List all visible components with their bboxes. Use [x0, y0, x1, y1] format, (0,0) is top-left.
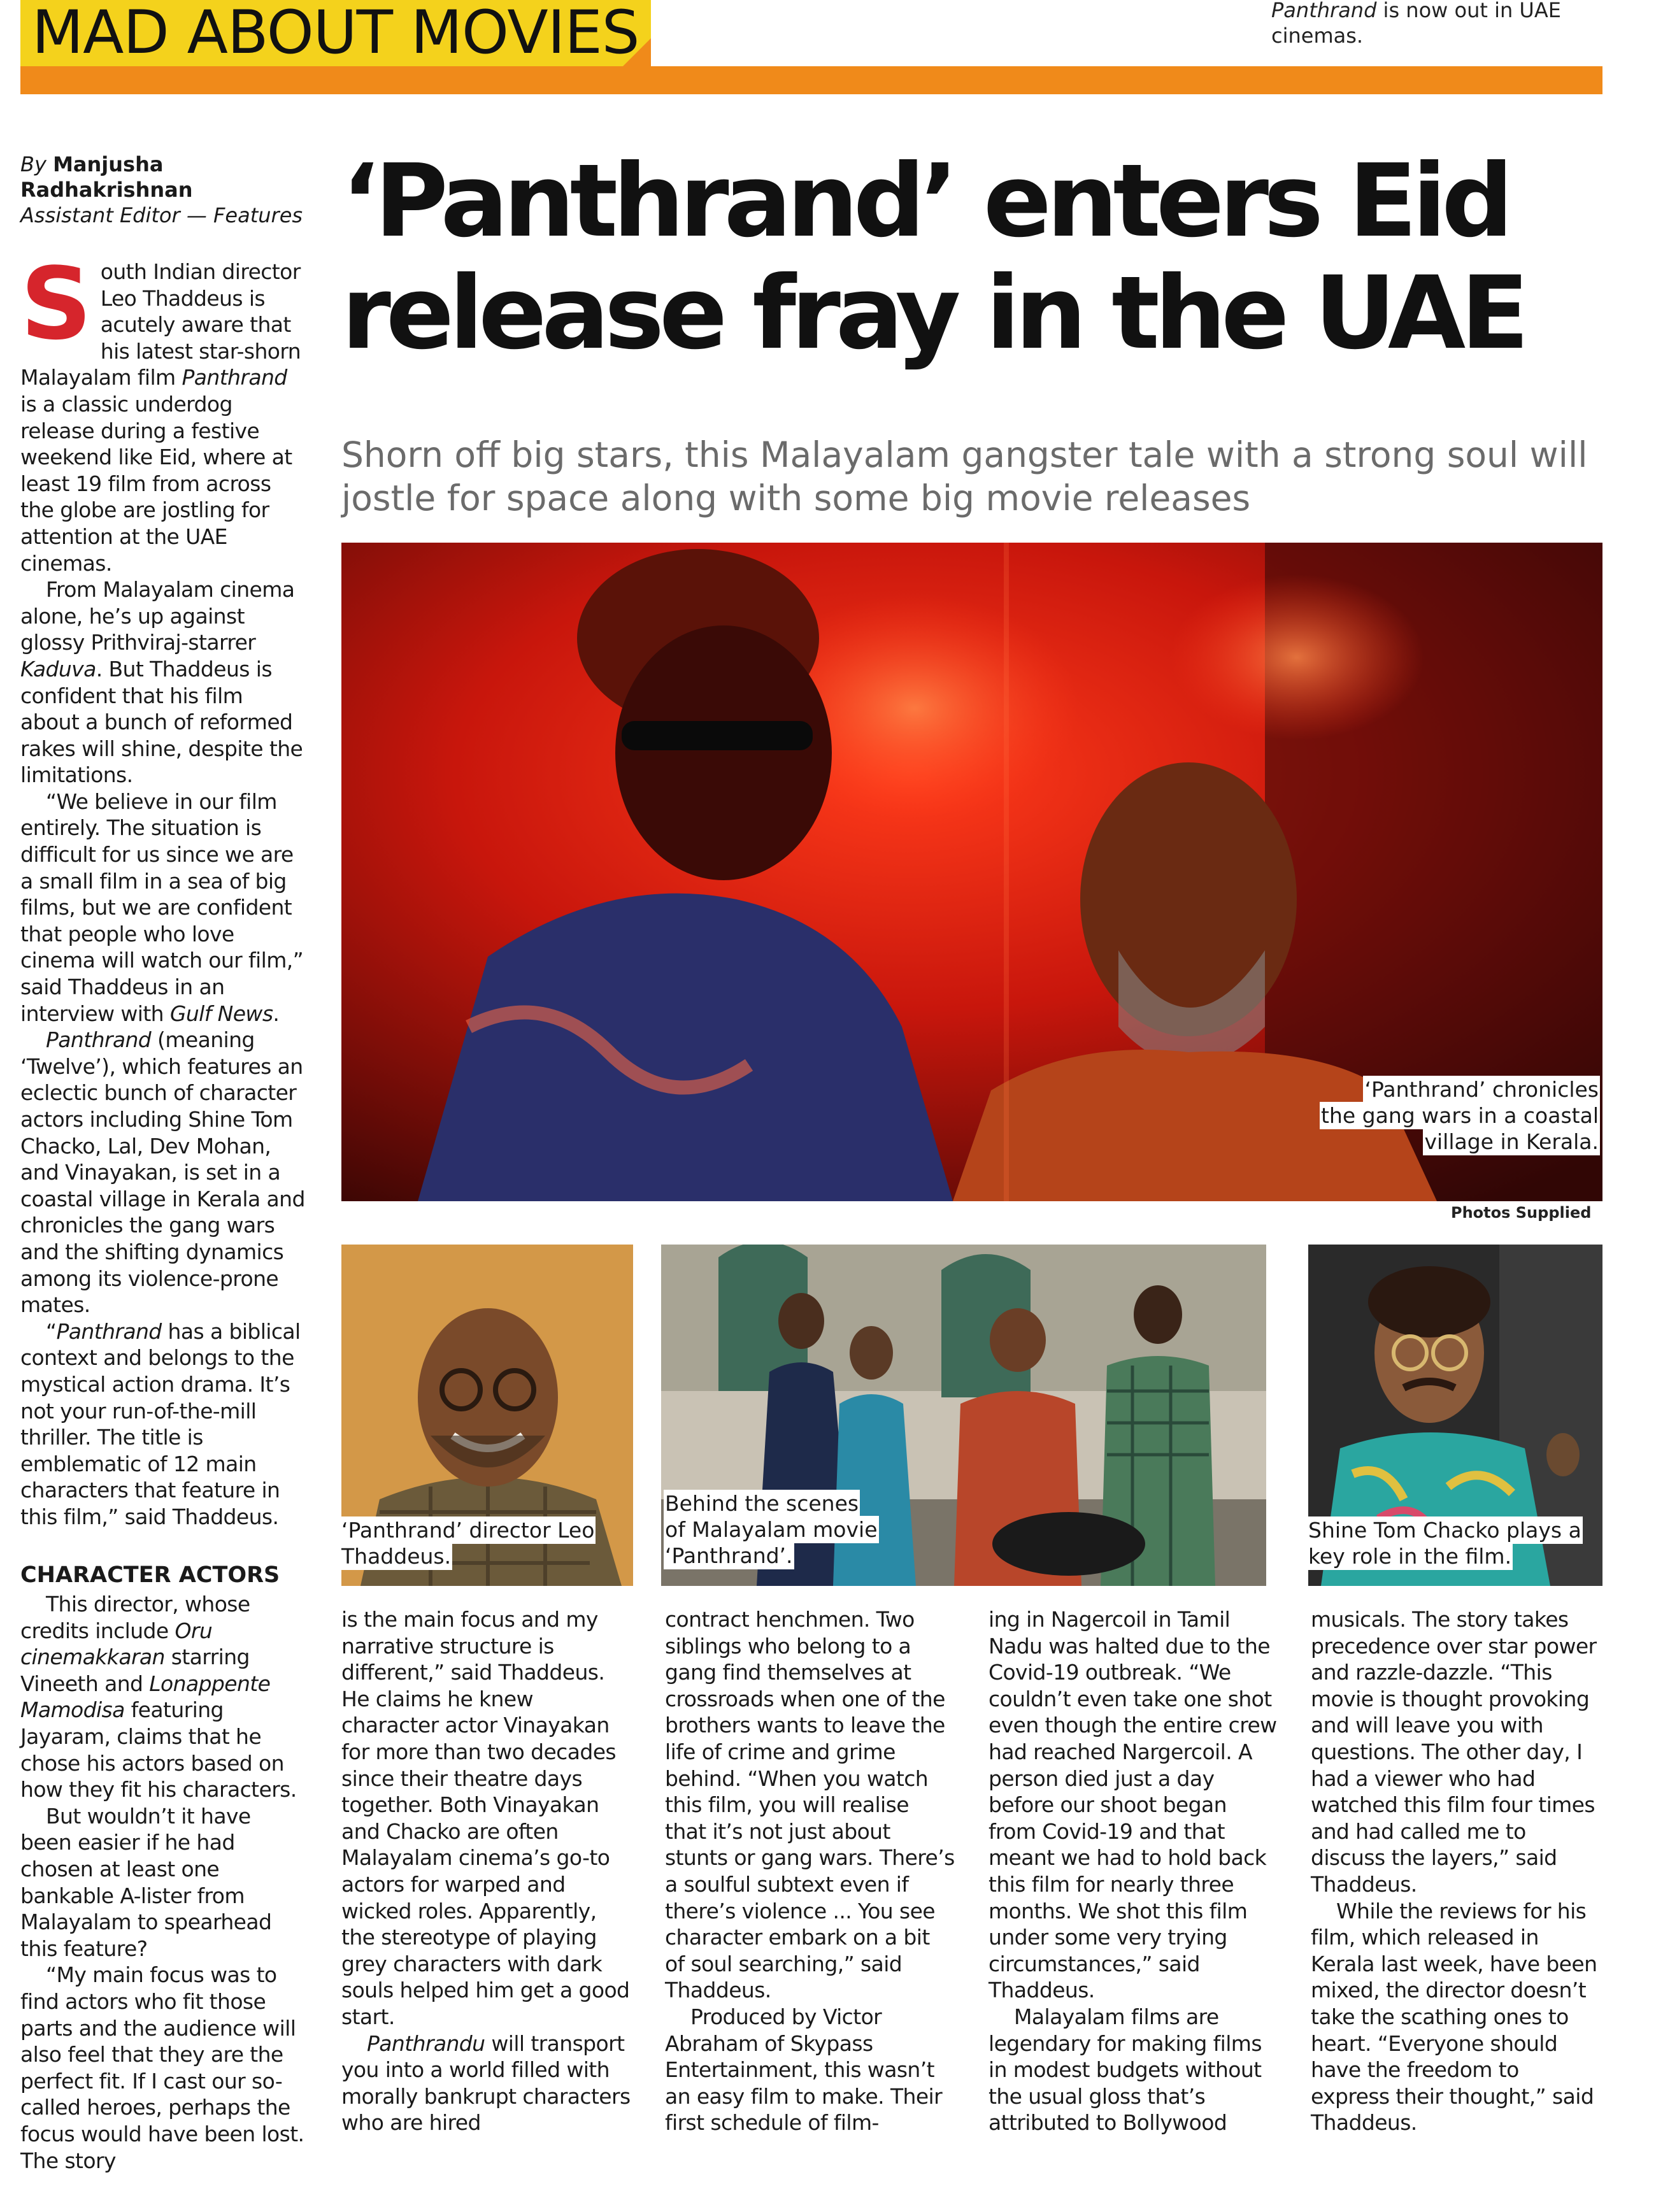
photo-credit: Photos Supplied	[1451, 1204, 1592, 1222]
paragraph: contract henchmen. Two siblings who belong to a gang find themselves at crossroads when one of the brothers wants to leave the life of crime and grime behind. “When you watch this film, you will realise that it’s not just about stunts or gang wars. There’s a soulful subtext even if there’s violence ... You see character embark on a bit of soul searching,” said Thaddeus.	[665, 1607, 955, 2003]
director-caption-line-2: Thaddeus.	[341, 1544, 452, 1569]
text-run: will transport you into a world filled with morally bankrupt characters who are hired	[341, 2030, 631, 2136]
section-label-notch	[623, 38, 651, 66]
paragraph: While the reviews for his film, which released in Kerala last week, have been mixed, the director doesn’t take the scathing ones to heart. “Everyone should have the freedom to express their thought,” said Thaddeus.	[1311, 1898, 1597, 2136]
text-run: This director, whose credits include	[20, 1592, 250, 1643]
actor-caption-line-1: Shine Tom Chacko plays a	[1308, 1518, 1581, 1543]
article-column-2	[341, 1606, 632, 2136]
bts-caption-line-2: of Malayalam movie	[665, 1517, 878, 1542]
text-run: From Malayalam cinema alone, he’s up against glossy Prithviraj-starrer	[20, 577, 295, 655]
text-run: .	[273, 1001, 280, 1026]
film-title: Panthrandu	[367, 2030, 485, 2056]
paragraph: musicals. The story takes precedence over star power and razzle-dazzle. “This movie is thought provoking and will leave you with questions. The other day, I had a viewer who had watched this film four times and had called me to discuss the layers,” said Thaddeus.	[1311, 1607, 1597, 1897]
byline-by: By	[20, 152, 46, 176]
text-run: outh Indian director Leo Thaddeus is acutely aware that his latest star-shorn Malayalam film	[20, 259, 301, 390]
orange-rule	[20, 66, 1602, 94]
text-run: featuring Jayaram, claims that he chose his actors based on how they fit his characters.	[20, 1697, 297, 1802]
film-title: Kaduva	[20, 656, 96, 681]
headline-line-1: ‘Panthrand’ enters Eid	[341, 143, 1509, 260]
text-run: (meaning ‘Twelve’), which features an eclectic bunch of character actors including Shine Tom Chacko, Lal, Dev Mohan, and Vinayakan, is set in a coastal village in Kerala and chronicles the gang wars and the shifting dynamics among its violence-prone mates.	[20, 1027, 305, 1318]
actor-caption-line-2: key role in the film.	[1308, 1544, 1512, 1569]
film-title: Panthrand	[46, 1027, 152, 1053]
byline	[20, 152, 313, 228]
text-run: has a biblical context and belongs to the mystical action drama. It’s not your run-of-the-mill thriller. The title is emblematic of 12 main characters that feature in this film,” said Thaddeus.	[20, 1318, 301, 1529]
byline-author: Manjusha Radhakrishnan	[20, 152, 193, 202]
paragraph	[20, 1591, 306, 1803]
teaser-title: Panthrand	[1271, 0, 1377, 22]
film-title: Lonappente Mamodisa	[20, 1671, 271, 1723]
main-caption-line-1: ‘Panthrand’ chronicles	[1364, 1077, 1599, 1102]
main-caption-line-3: village in Kerala.	[1424, 1129, 1599, 1154]
article-column-3	[665, 1606, 955, 2136]
subhead: CHARACTER ACTORS	[20, 1562, 280, 1588]
main-photo-caption	[1229, 1076, 1599, 1155]
paragraph: Malayalam films are legendary for making films in modest budgets without the usual gloss that’s attributed to Bollywood	[988, 2004, 1262, 2136]
teaser-text: is now out in UAE cinemas.	[1271, 0, 1561, 48]
bts-caption-line-3: ‘Panthrand’.	[665, 1543, 793, 1568]
paragraph	[341, 2030, 632, 2136]
article-column-4	[988, 1606, 1279, 2136]
paragraph	[20, 788, 306, 1027]
section-label-text: MAD ABOUT MOVIES	[32, 0, 639, 66]
paragraph: Produced by Victor Abraham of Skypass Entertainment, this wasn’t an easy film to make. Their first schedule of film-	[665, 2004, 943, 2136]
paragraph	[20, 1318, 306, 1531]
paragraph	[20, 246, 306, 576]
text-run: is a classic underdog release during a festive weekend like Eid, where at least 19 film from across the globe are jostling for attention at the UAE cinemas.	[20, 391, 292, 576]
headline	[341, 143, 1602, 372]
text-run: “	[46, 1318, 57, 1344]
actor-photo-caption	[1308, 1517, 1602, 1569]
section-label	[20, 0, 651, 66]
film-title: Panthrand	[182, 365, 287, 390]
text-run: “We believe in our film entirely. The situation is difficult for us since we are a small film in a sea of big films, but we are confident that people who love cinema will watch our film,” said Thaddeus in an interview with	[20, 788, 304, 1026]
paragraph: But wouldn’t it have been easier if he had chosen at least one bankable A-lister from Malayalam to spearhead this feature?	[20, 1803, 272, 1961]
director-photo-caption	[341, 1517, 633, 1569]
film-title: Panthrand	[56, 1318, 162, 1344]
byline-role: Assistant Editor — Features	[20, 203, 303, 227]
text-run: starring Vineeth and	[20, 1645, 250, 1696]
paragraph	[20, 576, 306, 788]
director-caption-line-1: ‘Panthrand’ director Leo	[341, 1518, 595, 1543]
publication-name: Gulf News	[169, 1001, 273, 1026]
paragraph: “My main focus was to find actors who fit those parts and the audience will also feel that they are the perfect fit. If I cast our so-called heroes, perhaps the focus would have been lost. The story	[20, 1962, 304, 2173]
bts-caption-line-1: Behind the scenes	[665, 1491, 859, 1516]
teaser	[1271, 0, 1628, 48]
paragraph: is the main focus and my narrative structure is different,” said Thaddeus. He claims he knew character actor Vinayakan for more than two decades since their theatre days together. Both Vinayakan and Chacko are often Malayalam cinema’s go-to actors for warped and wicked roles. Apparently, the stereotype of playing grey characters with dark souls helped him get a good start.	[341, 1607, 630, 2029]
headline-line-2: release fray in the UAE	[341, 255, 1525, 372]
paragraph	[20, 1027, 306, 1318]
main-caption-line-2: the gang wars in a coastal	[1321, 1103, 1599, 1128]
paragraph: ing in Nagercoil in Tamil Nadu was halted due to the Covid-19 outbreak. “We couldn’t even take one shot even though the entire crew had reached Nargercoil. A person died just a day before our shoot began from Covid-19 and that meant we had to hold back this film for nearly three months. We shot this film under some very trying circumstances,” said Thaddeus.	[988, 1607, 1277, 2003]
article-column-5	[1311, 1606, 1601, 2136]
deck: Shorn off big stars, this Malayalam gangster tale with a strong soul will jostle for space along with some big movie releases	[341, 434, 1588, 518]
bts-photo-caption	[665, 1490, 932, 1569]
film-title: Oru cinemakkaran	[20, 1618, 213, 1670]
drop-cap: S	[20, 246, 92, 362]
text-run: . But Thaddeus is confident that his film about a bunch of reformed rakes will shine, despite the limitations.	[20, 656, 303, 788]
article-column-1	[20, 246, 306, 2174]
